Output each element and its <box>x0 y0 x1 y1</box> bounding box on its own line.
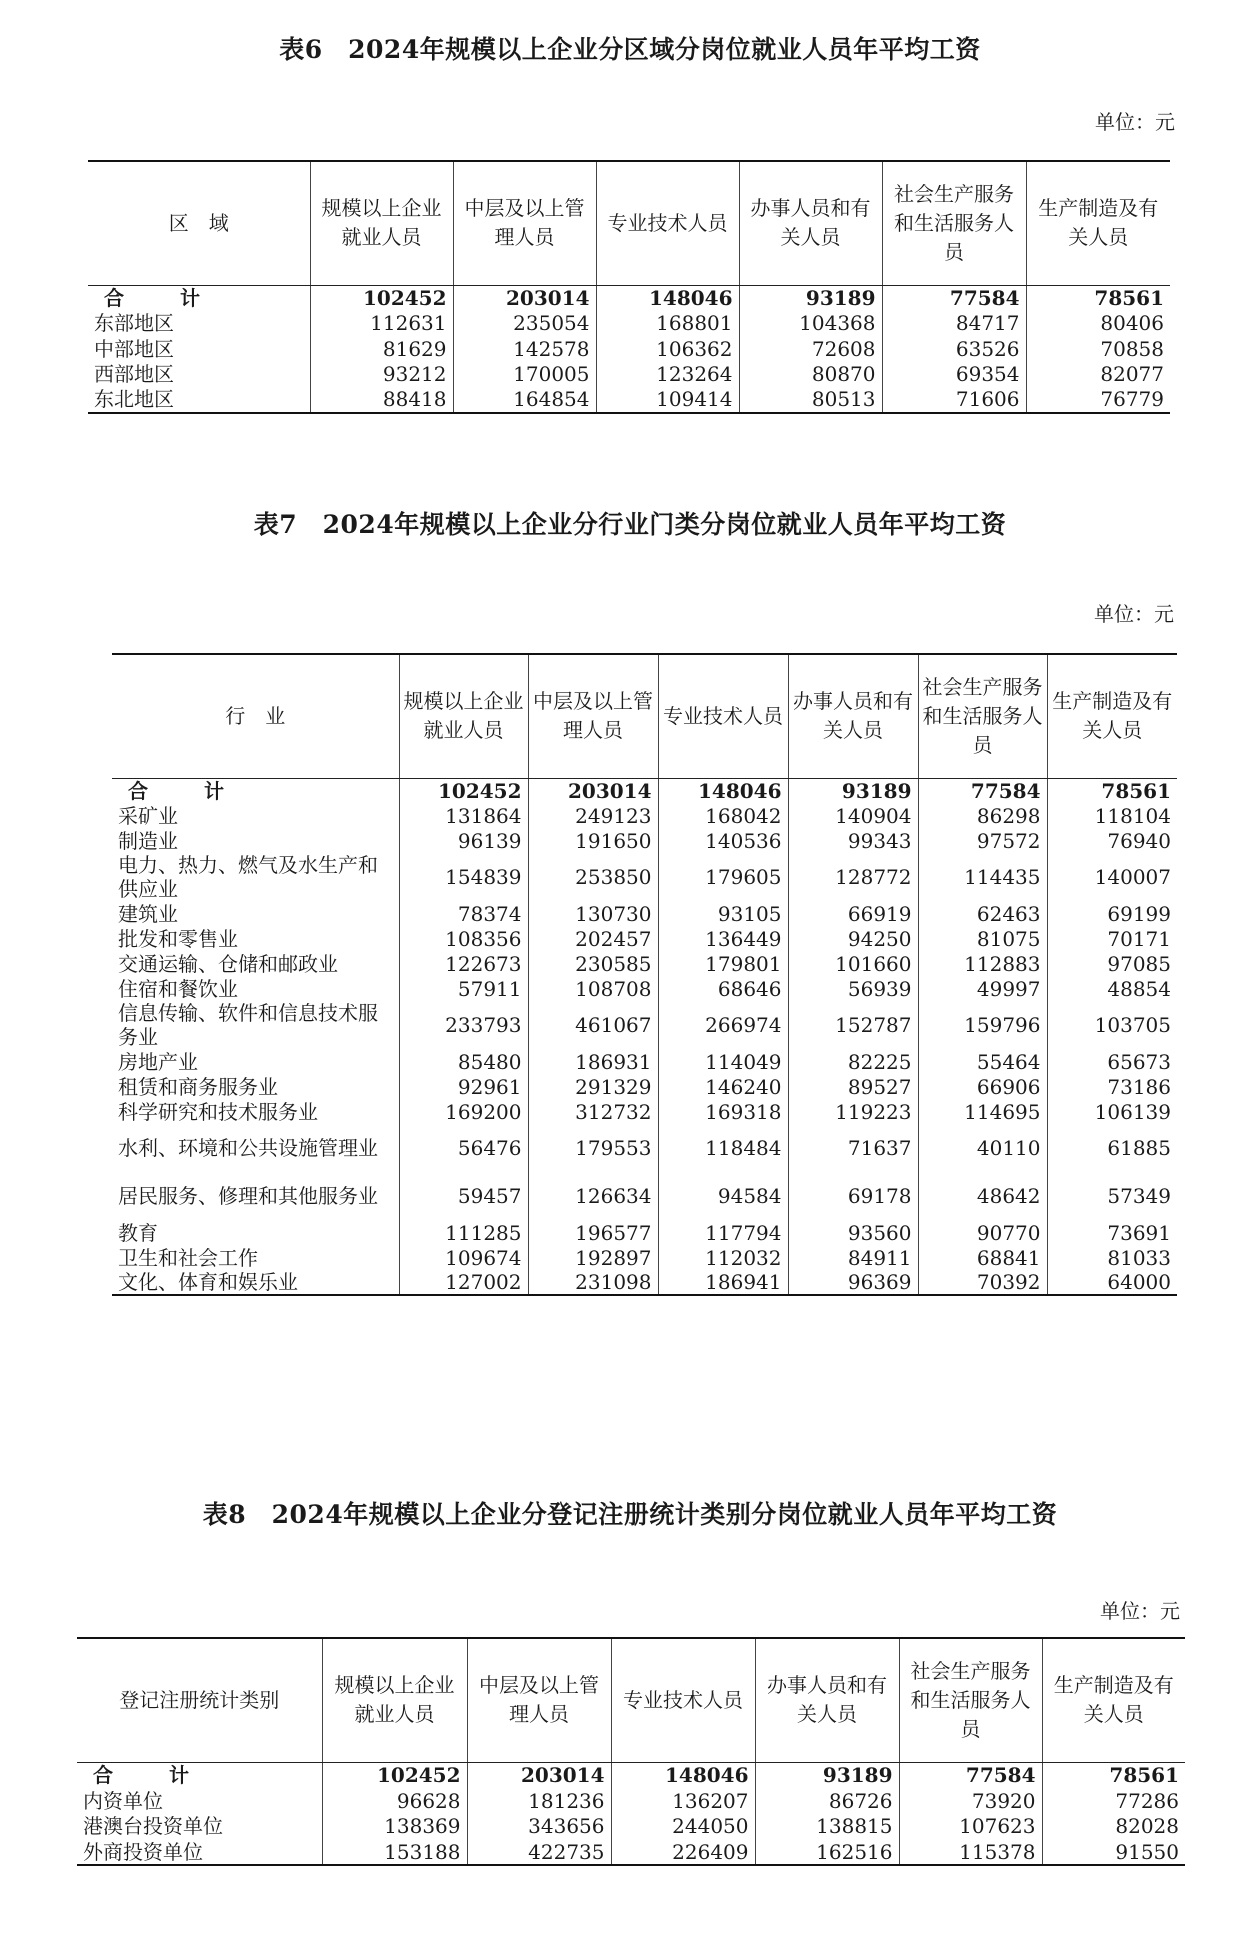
table-cell: 77584 <box>918 778 1047 803</box>
table7-body <box>112 778 1177 1295</box>
table-cell: 84911 <box>788 1245 918 1270</box>
table-row <box>112 1220 1177 1245</box>
table-cell: 164854 <box>453 387 596 413</box>
table6-header-col: 办事人员和有关人员 <box>739 161 882 285</box>
table-cell: 55464 <box>918 1049 1047 1074</box>
table-cell: 192897 <box>528 1245 658 1270</box>
table-cell: 226409 <box>611 1839 755 1865</box>
table-cell: 80406 <box>1026 311 1170 337</box>
table-cell: 186941 <box>658 1270 788 1295</box>
table-cell: 106362 <box>596 336 739 362</box>
table-cell: 99343 <box>788 828 918 853</box>
table-cell: 59457 <box>399 1172 528 1220</box>
table-cell: 148046 <box>611 1762 755 1788</box>
table-cell: 80870 <box>739 362 882 388</box>
row-label: 东北地区 <box>88 387 310 413</box>
table-cell: 77584 <box>899 1762 1042 1788</box>
table-row <box>112 1049 1177 1074</box>
table-cell: 78374 <box>399 901 528 926</box>
table-cell: 148046 <box>658 778 788 803</box>
row-label: 东部地区 <box>94 311 174 336</box>
table-row <box>112 976 1177 1001</box>
row-label: 教育 <box>118 1220 158 1245</box>
table-cell: 179605 <box>658 853 788 901</box>
table-cell: 94250 <box>788 926 918 951</box>
table8-header-col: 中层及以上管理人员 <box>467 1638 611 1762</box>
table-cell: 78561 <box>1026 285 1170 311</box>
table-cell: 69199 <box>1047 901 1177 926</box>
table-cell: 196577 <box>528 1220 658 1245</box>
table-cell: 169318 <box>658 1099 788 1124</box>
table-row <box>88 336 1170 362</box>
table-cell: 88418 <box>310 387 453 413</box>
table-row <box>112 951 1177 976</box>
table-cell: 93189 <box>755 1762 899 1788</box>
table8-header-col: 生产制造及有关人员 <box>1042 1638 1185 1762</box>
table-cell: 73691 <box>1047 1220 1177 1245</box>
table-cell: 146240 <box>658 1074 788 1099</box>
table-cell: 80513 <box>739 387 882 413</box>
table8-header-col: 社会生产服务和生活服务人员 <box>899 1638 1042 1762</box>
table6-unit: 单位：元 <box>1095 110 1175 134</box>
table-row <box>112 828 1177 853</box>
table-cell: 152787 <box>788 1001 918 1049</box>
table-cell: 118484 <box>658 1124 788 1172</box>
table-cell: 112883 <box>918 951 1047 976</box>
table-cell: 92961 <box>399 1074 528 1099</box>
table-cell: 66919 <box>788 901 918 926</box>
table-cell: 102452 <box>399 778 528 803</box>
table-cell: 93189 <box>788 778 918 803</box>
row-label: 外商投资单位 <box>77 1839 322 1865</box>
table-cell: 186931 <box>528 1049 658 1074</box>
table-cell: 154839 <box>399 853 528 901</box>
table-cell: 62463 <box>918 901 1047 926</box>
row-label: 信息传输、软件和信息技术服务业 <box>118 1001 378 1049</box>
table-cell: 136207 <box>611 1788 755 1814</box>
table6-header-col: 专业技术人员 <box>596 161 739 285</box>
table-cell: 73920 <box>899 1788 1042 1814</box>
table-row <box>77 1839 1185 1865</box>
table7-header-col: 生产制造及有关人员 <box>1047 654 1177 778</box>
table6-body <box>88 285 1170 413</box>
table-cell: 78561 <box>1042 1762 1185 1788</box>
table-cell: 109674 <box>399 1245 528 1270</box>
table-cell: 266974 <box>658 1001 788 1049</box>
table-cell: 78561 <box>1047 778 1177 803</box>
table6 <box>88 160 1170 414</box>
table7-header-col: 社会生产服务和生活服务人员 <box>918 654 1047 778</box>
table-cell: 249123 <box>528 803 658 828</box>
table-cell: 235054 <box>453 311 596 337</box>
table-cell: 94584 <box>658 1172 788 1220</box>
table-cell: 140536 <box>658 828 788 853</box>
table-cell: 169200 <box>399 1099 528 1124</box>
table-row <box>77 1788 1185 1814</box>
table-cell: 127002 <box>399 1270 528 1295</box>
table-cell: 97572 <box>918 828 1047 853</box>
table7-header-col: 专业技术人员 <box>658 654 788 778</box>
table6-header-col: 社会生产服务和生活服务人员 <box>882 161 1026 285</box>
table-cell: 159796 <box>918 1001 1047 1049</box>
row-label: 合 计 <box>128 778 242 803</box>
table-row <box>112 1172 1177 1220</box>
table-cell: 90770 <box>918 1220 1047 1245</box>
table-cell: 86298 <box>918 803 1047 828</box>
table-cell: 138815 <box>755 1814 899 1840</box>
table-cell: 117794 <box>658 1220 788 1245</box>
table-cell: 122673 <box>399 951 528 976</box>
table-cell: 112631 <box>310 311 453 337</box>
row-label: 电力、热力、燃气及水生产和供应业 <box>118 853 378 901</box>
table-cell: 138369 <box>322 1814 467 1840</box>
table-row <box>88 362 1170 388</box>
table-cell: 106139 <box>1047 1099 1177 1124</box>
table-cell: 57911 <box>399 976 528 1001</box>
table-cell: 81033 <box>1047 1245 1177 1270</box>
table-cell: 71637 <box>788 1124 918 1172</box>
row-label: 卫生和社会工作 <box>118 1245 258 1270</box>
table-cell: 68646 <box>658 976 788 1001</box>
table-cell: 96139 <box>399 828 528 853</box>
table-cell: 72608 <box>739 336 882 362</box>
table6-title: 表6 2024年规模以上企业分区域分岗位就业人员年平均工资 <box>279 35 981 64</box>
table-cell: 253850 <box>528 853 658 901</box>
table-cell: 422735 <box>467 1839 611 1865</box>
table-row <box>112 926 1177 951</box>
row-label: 住宿和餐饮业 <box>118 976 238 1001</box>
table-row <box>77 1814 1185 1840</box>
table-cell: 63526 <box>882 336 1026 362</box>
row-label: 合 计 <box>104 286 218 310</box>
table-cell: 89527 <box>788 1074 918 1099</box>
table-cell: 40110 <box>918 1124 1047 1172</box>
table-cell: 77286 <box>1042 1788 1185 1814</box>
table-row <box>112 1245 1177 1270</box>
table-row <box>112 853 1177 901</box>
row-label: 制造业 <box>118 828 178 853</box>
table-row <box>77 1762 1185 1788</box>
table-row <box>112 901 1177 926</box>
table7-header-industry: 行 业 <box>112 654 399 778</box>
table-cell: 140007 <box>1047 853 1177 901</box>
table-cell: 107623 <box>899 1814 1042 1840</box>
table-cell: 168042 <box>658 803 788 828</box>
table7 <box>112 653 1177 1296</box>
table-row <box>112 803 1177 828</box>
table-cell: 65673 <box>1047 1049 1177 1074</box>
table-cell: 202457 <box>528 926 658 951</box>
row-label: 文化、体育和娱乐业 <box>112 1270 399 1295</box>
table-row <box>88 387 1170 413</box>
table-cell: 93105 <box>658 901 788 926</box>
table-cell: 96628 <box>322 1788 467 1814</box>
row-label: 内资单位 <box>83 1788 163 1813</box>
table6-header-col: 中层及以上管理人员 <box>453 161 596 285</box>
table-cell: 103705 <box>1047 1001 1177 1049</box>
table-cell: 109414 <box>596 387 739 413</box>
table-cell: 112032 <box>658 1245 788 1270</box>
table8-header-col: 专业技术人员 <box>611 1638 755 1762</box>
table-cell: 48642 <box>918 1172 1047 1220</box>
table-cell: 128772 <box>788 853 918 901</box>
table-row <box>88 311 1170 337</box>
row-label: 交通运输、仓储和邮政业 <box>118 951 338 976</box>
table7-header-col: 办事人员和有关人员 <box>788 654 918 778</box>
table-cell: 343656 <box>467 1814 611 1840</box>
table-cell: 230585 <box>528 951 658 976</box>
table-cell: 233793 <box>399 1001 528 1049</box>
table-cell: 85480 <box>399 1049 528 1074</box>
table-cell: 148046 <box>596 285 739 311</box>
row-label: 建筑业 <box>118 901 178 926</box>
table-cell: 181236 <box>467 1788 611 1814</box>
table-cell: 114435 <box>918 853 1047 901</box>
table-cell: 203014 <box>453 285 596 311</box>
table-row <box>112 1099 1177 1124</box>
table6-header-region: 区 域 <box>88 161 310 285</box>
row-label: 批发和零售业 <box>118 926 238 951</box>
table-row <box>88 285 1170 311</box>
table-cell: 179553 <box>528 1124 658 1172</box>
table-cell: 81629 <box>310 336 453 362</box>
table-cell: 136449 <box>658 926 788 951</box>
table-cell: 108356 <box>399 926 528 951</box>
table-cell: 93189 <box>739 285 882 311</box>
table-cell: 140904 <box>788 803 918 828</box>
table-cell: 82077 <box>1026 362 1170 388</box>
table-cell: 70171 <box>1047 926 1177 951</box>
row-label: 科学研究和技术服务业 <box>118 1099 318 1124</box>
table-cell: 61885 <box>1047 1124 1177 1172</box>
table6-header-col: 规模以上企业就业人员 <box>310 161 453 285</box>
table-row <box>112 1074 1177 1099</box>
table-cell: 102452 <box>322 1762 467 1788</box>
row-label: 港澳台投资单位 <box>83 1814 223 1839</box>
table7-header-col: 中层及以上管理人员 <box>528 654 658 778</box>
table-cell: 68841 <box>918 1245 1047 1270</box>
table-row <box>112 1270 1177 1295</box>
table-cell: 71606 <box>882 387 1026 413</box>
table-cell: 108708 <box>528 976 658 1001</box>
table-cell: 76940 <box>1047 828 1177 853</box>
table8-title: 表8 2024年规模以上企业分登记注册统计类别分岗位就业人员年平均工资 <box>202 1500 1058 1529</box>
table-cell: 91550 <box>1042 1839 1185 1865</box>
table-cell: 93560 <box>788 1220 918 1245</box>
table-cell: 203014 <box>467 1762 611 1788</box>
table-cell: 56939 <box>788 976 918 1001</box>
table-cell: 69354 <box>882 362 1026 388</box>
table-cell: 244050 <box>611 1814 755 1840</box>
row-label: 水利、环境和公共设施管理业 <box>118 1136 378 1160</box>
table-cell: 119223 <box>788 1099 918 1124</box>
row-label: 采矿业 <box>118 803 178 828</box>
table8-header-category: 登记注册统计类别 <box>77 1638 322 1762</box>
table8-header-col: 办事人员和有关人员 <box>755 1638 899 1762</box>
table-cell: 81075 <box>918 926 1047 951</box>
table-cell: 203014 <box>528 778 658 803</box>
table-cell: 77584 <box>882 285 1026 311</box>
table7-header-col: 规模以上企业就业人员 <box>399 654 528 778</box>
table-cell: 48854 <box>1047 976 1177 1001</box>
table-cell: 312732 <box>528 1099 658 1124</box>
table-cell: 130730 <box>528 901 658 926</box>
table-cell: 96369 <box>788 1270 918 1295</box>
row-label: 居民服务、修理和其他服务业 <box>118 1184 378 1208</box>
table-cell: 57349 <box>1047 1172 1177 1220</box>
row-label: 租赁和商务服务业 <box>118 1074 278 1099</box>
table-cell: 111285 <box>399 1220 528 1245</box>
table-cell: 70392 <box>918 1270 1047 1295</box>
table-cell: 73186 <box>1047 1074 1177 1099</box>
table-cell: 93212 <box>310 362 453 388</box>
table-cell: 291329 <box>528 1074 658 1099</box>
table-cell: 191650 <box>528 828 658 853</box>
table-cell: 76779 <box>1026 387 1170 413</box>
row-label: 西部地区 <box>94 362 174 387</box>
table-cell: 84717 <box>882 311 1026 337</box>
row-label: 房地产业 <box>118 1049 198 1074</box>
table-row <box>112 1001 1177 1049</box>
table-cell: 170005 <box>453 362 596 388</box>
table-cell: 66906 <box>918 1074 1047 1099</box>
table7-title: 表7 2024年规模以上企业分行业门类分岗位就业人员年平均工资 <box>253 510 1007 539</box>
table7-unit: 单位：元 <box>1094 602 1174 626</box>
table-row <box>112 1124 1177 1172</box>
table-cell: 231098 <box>528 1270 658 1295</box>
table8-header-col: 规模以上企业就业人员 <box>322 1638 467 1762</box>
table-cell: 64000 <box>1047 1270 1177 1295</box>
table6-header-col: 生产制造及有关人员 <box>1026 161 1170 285</box>
row-label: 合 计 <box>93 1763 207 1788</box>
table-cell: 104368 <box>739 311 882 337</box>
table-cell: 102452 <box>310 285 453 311</box>
table-cell: 142578 <box>453 336 596 362</box>
table-cell: 69178 <box>788 1172 918 1220</box>
table-cell: 115378 <box>899 1839 1042 1865</box>
table-cell: 126634 <box>528 1172 658 1220</box>
table-cell: 131864 <box>399 803 528 828</box>
table-cell: 49997 <box>918 976 1047 1001</box>
table-cell: 118104 <box>1047 803 1177 828</box>
table-cell: 70858 <box>1026 336 1170 362</box>
table-cell: 82028 <box>1042 1814 1185 1840</box>
table-cell: 168801 <box>596 311 739 337</box>
table-cell: 114695 <box>918 1099 1047 1124</box>
table-cell: 179801 <box>658 951 788 976</box>
row-label: 中部地区 <box>94 336 174 361</box>
table8 <box>77 1637 1185 1866</box>
table-cell: 114049 <box>658 1049 788 1074</box>
table8-body <box>77 1762 1185 1865</box>
table-row <box>112 778 1177 803</box>
table-cell: 86726 <box>755 1788 899 1814</box>
table-cell: 82225 <box>788 1049 918 1074</box>
table-cell: 153188 <box>322 1839 467 1865</box>
table-cell: 56476 <box>399 1124 528 1172</box>
table-cell: 461067 <box>528 1001 658 1049</box>
table8-unit: 单位：元 <box>1100 1599 1180 1623</box>
table-cell: 162516 <box>755 1839 899 1865</box>
table-cell: 97085 <box>1047 951 1177 976</box>
table-cell: 123264 <box>596 362 739 388</box>
table-cell: 101660 <box>788 951 918 976</box>
